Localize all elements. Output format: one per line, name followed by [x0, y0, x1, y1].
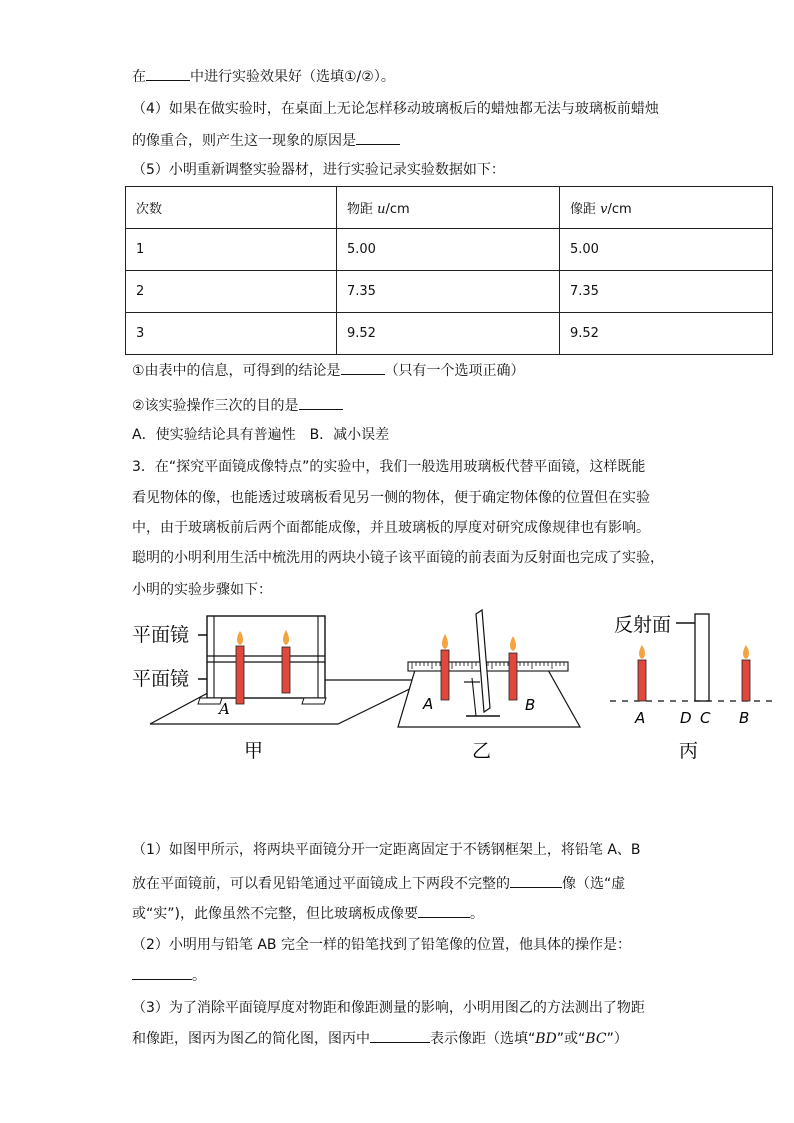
table-header-row	[126, 187, 773, 229]
bing-label-a: A	[635, 709, 646, 727]
bing-candle-b	[742, 660, 750, 701]
bing-flame-b	[743, 645, 749, 659]
sub-question-1-text-a: 放在平面镜前，可以看见铅笔通过平面镜成上下两段不完整的	[132, 876, 510, 892]
experiment-figure	[0, 600, 794, 770]
answer-blank[interactable]	[132, 965, 192, 980]
question-3-line-3: 中，由于玻璃板前后两个面都能成像，并且玻璃板的厚度对研究成像规律也有影响。	[132, 520, 650, 536]
option-bd: BD	[535, 1031, 557, 1047]
bing-label-d: D	[680, 709, 692, 727]
sub-question-3-text-a: 和像距，图丙为图乙的简化图，图丙中	[132, 1031, 370, 1047]
question-5: （5）小明重新调整实验器材，进行实验记录实验数据如下：	[132, 162, 505, 178]
sub-question-1-line-1: （1）如图甲所示，将两块平面镜分开一定距离固定于不锈钢框架上，将铅笔 A、B	[132, 842, 641, 858]
line-1-prefix: 在	[132, 69, 146, 85]
yi-label-b: B	[525, 696, 536, 714]
line-3-text: 的像重合，则产生这一现象的原因是	[132, 133, 356, 149]
answer-blank[interactable]	[356, 130, 400, 145]
table-row	[126, 229, 773, 271]
header-image-distance-var: v	[600, 202, 608, 217]
header-image-distance	[560, 187, 773, 229]
header-count: 次数	[126, 187, 337, 229]
jia-mirror-label-bottom: 平面镜	[132, 668, 190, 690]
data-table	[125, 186, 773, 355]
bing-mirror	[695, 614, 709, 701]
answer-blank[interactable]	[299, 395, 343, 410]
table-cell-u: 5.00	[337, 229, 560, 271]
line-1-suffix: 中进行实验效果好（选填①/②）。	[190, 69, 395, 85]
jia-candle-back	[282, 647, 290, 693]
question-4: （4）如果在做实验时，在桌面上无论怎样移动玻璃板后的蜡烛都无法与玻璃板前蜡烛	[132, 101, 659, 117]
answer-blank[interactable]	[146, 66, 190, 81]
sub-question-3-line-1: （3）为了消除平面镜厚度对物距和像距测量的影响，小明用图乙的方法测出了物距	[132, 1000, 645, 1016]
sub-question-1-line-3	[132, 903, 484, 924]
sub-question-1-text-c: 或“实”)，此像虽然不完整，但比玻璃板成像要	[132, 906, 418, 922]
sub-question-3-text-b: 表示像距（选填“	[430, 1031, 536, 1047]
table-cell-u: 7.35	[337, 271, 560, 313]
conclusion-text: ①由表中的信息，可得到的结论是	[132, 363, 341, 379]
table-cell-u: 9.52	[337, 313, 560, 355]
options: A．使实验结论具有普遍性 B．减小误差	[132, 427, 390, 443]
sub-question-3-line-2	[132, 1028, 628, 1049]
sub-question-2-end: 。	[192, 968, 206, 984]
bing-candle-a	[638, 660, 646, 701]
question-3-line-2: 看见物体的像，也能透过玻璃板看见另一侧的物体，便于确定物体像的位置但在实验	[132, 490, 650, 506]
jia-pencil-label: A	[219, 700, 230, 718]
yi-flame-b	[510, 636, 516, 651]
table-cell-v: 5.00	[560, 229, 773, 271]
table-cell-v: 9.52	[560, 313, 773, 355]
bing-label-c: C	[700, 709, 711, 727]
table-row	[126, 271, 773, 313]
purpose-text: ②该实验操作三次的目的是	[132, 398, 299, 414]
sub-question-1-line-2	[132, 873, 625, 894]
line-1	[132, 66, 395, 87]
line-purpose	[132, 395, 343, 416]
question-3-line-4: 聪明的小明利用生活中梳洗用的两块小镜子该平面镜的前表面为反射面也完成了实验，	[132, 550, 664, 566]
question-3-line-1: 3．在“探究平面镜成像特点”的实验中，我们一般选用玻璃板代替平面镜，这样既能	[132, 459, 646, 475]
yi-label-a: A	[423, 695, 434, 713]
table-cell-count: 2	[126, 271, 337, 313]
yi-candle-a	[441, 650, 449, 700]
header-image-distance-unit: /cm	[607, 202, 632, 217]
jia-mirror-label-top: 平面镜	[132, 624, 190, 646]
table-cell-count: 3	[126, 313, 337, 355]
sub-question-1-text-d: 。	[469, 906, 484, 922]
answer-blank[interactable]	[510, 873, 562, 888]
bing-label-b: B	[739, 709, 750, 727]
table-row	[126, 313, 773, 355]
answer-blank[interactable]	[418, 903, 470, 918]
answer-blank[interactable]	[341, 360, 385, 375]
table-cell-v: 7.35	[560, 271, 773, 313]
bing-surface-label: 反射面	[614, 614, 672, 636]
conclusion-note: （只有一个选项正确）	[384, 363, 525, 379]
sub-question-2: （2）小明用与铅笔 AB 完全一样的铅笔找到了铅笔像的位置，他具体的操作是：	[132, 937, 631, 953]
header-object-distance-label: 物距	[347, 202, 378, 217]
header-object-distance-var: u	[377, 202, 386, 217]
figure-jia	[132, 616, 428, 762]
figure-bing	[610, 614, 775, 762]
header-object-distance-unit: /cm	[385, 202, 410, 217]
sub-question-3-text-d: ”）	[606, 1031, 628, 1047]
sub-question-3-text-c: ”或“	[556, 1031, 586, 1047]
sub-question-2-answer	[132, 965, 206, 986]
yi-caption: 乙	[472, 740, 492, 762]
line-3	[132, 130, 400, 151]
line-conclusion	[132, 360, 525, 381]
sub-question-1-text-b: 像（选“虚	[562, 876, 626, 892]
answer-blank[interactable]	[370, 1028, 430, 1043]
yi-candle-b	[509, 653, 517, 700]
question-3-line-5: 小明的实验步骤如下：	[132, 582, 272, 598]
header-image-distance-label: 像距	[570, 202, 601, 217]
jia-candle-front	[236, 646, 244, 704]
figure-yi	[398, 610, 580, 762]
bing-flame-a	[639, 645, 645, 659]
jia-frame	[207, 616, 325, 698]
bing-caption: 丙	[679, 740, 699, 762]
header-object-distance	[337, 187, 560, 229]
table-cell-count: 1	[126, 229, 337, 271]
option-bc: BC	[585, 1031, 607, 1047]
yi-flame-a	[442, 634, 448, 649]
jia-caption: 甲	[244, 740, 264, 762]
